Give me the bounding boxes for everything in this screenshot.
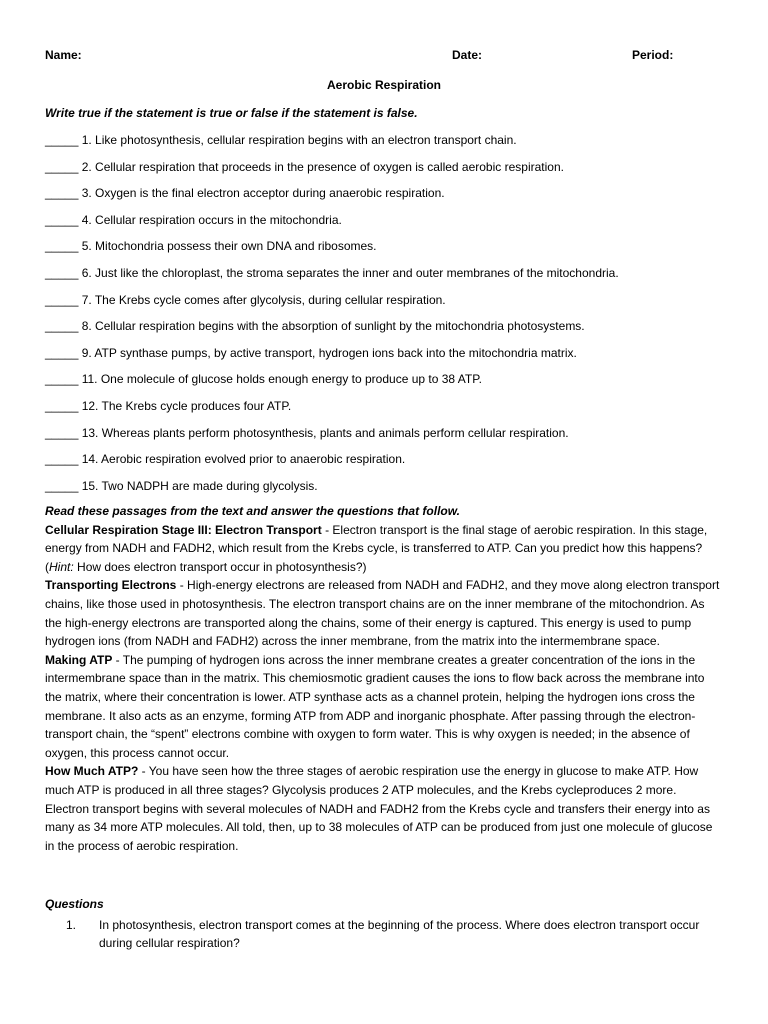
tf-item: _____ 8. Cellular respiration begins with the absorption of sunlight by the mitochondria photosystems. — [45, 319, 585, 334]
tf-item: _____ 1. Like photosynthesis, cellular respiration begins with an electron transport chain. — [45, 133, 517, 147]
header-row — [45, 46, 725, 66]
passage-title: Transporting Electrons — [45, 578, 177, 593]
tf-item: _____ 11. One molecule of glucose holds enough energy to produce up to 38 ATP. — [45, 372, 482, 387]
tf-item: _____ 6. Just like the chloroplast, the stroma separates the inner and outer membranes of the mitochondria. — [45, 265, 619, 280]
name-label: Name: — [45, 48, 82, 62]
questions-section — [45, 895, 720, 953]
page-title: Aerobic Respiration — [326, 78, 442, 92]
period-label: Period: — [632, 48, 674, 62]
tf-item: _____ 2. Cellular respiration that proceeds in the presence of oxygen is called aerobic respiration. — [45, 159, 564, 174]
tf-item: _____ 15. Two NADPH are made during glycolysis. — [45, 478, 318, 493]
true-false-instructions: Write true if the statement is true or false if the statement is false. — [45, 106, 418, 120]
tf-item: _____ 9. ATP synthase pumps, by active transport, hydrogen ions back into the mitochondria matrix. — [45, 345, 577, 360]
passage-body: How does electron transport occur in photosynthesis?) — [73, 559, 367, 574]
question-item — [45, 916, 720, 953]
reading-passages — [45, 502, 720, 855]
tf-item: _____ 7. The Krebs cycle comes after glycolysis, during cellular respiration. — [45, 292, 446, 307]
hint-label: Hint: — [49, 559, 74, 574]
passage-transporting-electrons — [45, 576, 720, 650]
reading-instructions: Read these passages from the text and answer the questions that follow. — [45, 504, 460, 518]
passage-making-atp — [45, 651, 720, 763]
questions-heading: Questions — [45, 897, 104, 911]
passage-title: Cellular Respiration Stage III: Electron Transport — [45, 522, 322, 537]
passage-body: - You have seen how the three stages of aerobic respiration use the energy in glucose to make ATP. How much ATP is produced in all three stages? Glycolysis produces 2 ATP molecules, and the Krebs cycleproduces 2 more. Electron transport begins with several molecules of NADH and FADH2 from the Krebs cycle and transfers their energy into as many as 34 more ATP molecules. All told, then, up to 38 molecules of ATP can be produced from just one molecule of glucose in the process of aerobic respiration. — [45, 764, 713, 853]
tf-item: _____ 14. Aerobic respiration evolved prior to anaerobic respiration. — [45, 452, 406, 467]
passage-electron-transport — [45, 521, 720, 577]
passage-how-much-atp — [45, 762, 720, 855]
question-text: In photosynthesis, electron transport comes at the beginning of the process. Where does electron transport occur during cellular respiration? — [99, 917, 700, 951]
passage-title: How Much ATP? — [45, 764, 139, 779]
passage-title: Making ATP — [45, 652, 113, 667]
passage-body: - Electron transport is the final stage of aerobic respiration. In this stage, energy from NADH and FADH2, which result from the Krebs cycle, is transferred to ATP. Can you predict how this happens? ( — [45, 522, 708, 574]
tf-item: _____ 4. Cellular respiration occurs in the mitochondria. — [45, 212, 342, 227]
tf-item: _____ 3. Oxygen is the final electron acceptor during anaerobic respiration. — [45, 186, 445, 201]
tf-item: _____ 13. Whereas plants perform photosynthesis, plants and animals perform cellular respiration. — [45, 425, 569, 440]
true-false-list — [45, 131, 735, 503]
passage-body: - High-energy electrons are released from NADH and FADH2, and they move along electron transport chains, like those used in photosynthesis. The electron transport chains are on the inner membrane of the mitochondrion. As the high-energy electrons are transported along the chains, some of their energy is captured. This energy is used to pump hydrogen ions (from NADH and FADH2) across the inner membrane, from the matrix into the intermembrane space. — [45, 578, 720, 649]
date-label: Date: — [452, 48, 483, 62]
question-number: 1. — [66, 917, 77, 932]
passage-body: - The pumping of hydrogen ions across the inner membrane creates a greater concentration of the ions in the intermembrane space than in the matrix. This chemiosmotic gradient causes the ions to flow back across the membrane into the matrix, where their concentration is lower. ATP synthase acts as a channel protein, helping the hydrogen ions cross the membrane. It also acts as an enzyme, forming ATP from ADP and inorganic phosphate. After passing through the electron-transport chain, the “spent” electrons combine with oxygen to form water. This is why oxygen is needed; in the absence of oxygen, this process cannot occur. — [45, 652, 705, 760]
tf-item: _____ 12. The Krebs cycle produces four ATP. — [45, 398, 292, 413]
tf-item: _____ 5. Mitochondria possess their own DNA and ribosomes. — [45, 239, 377, 254]
